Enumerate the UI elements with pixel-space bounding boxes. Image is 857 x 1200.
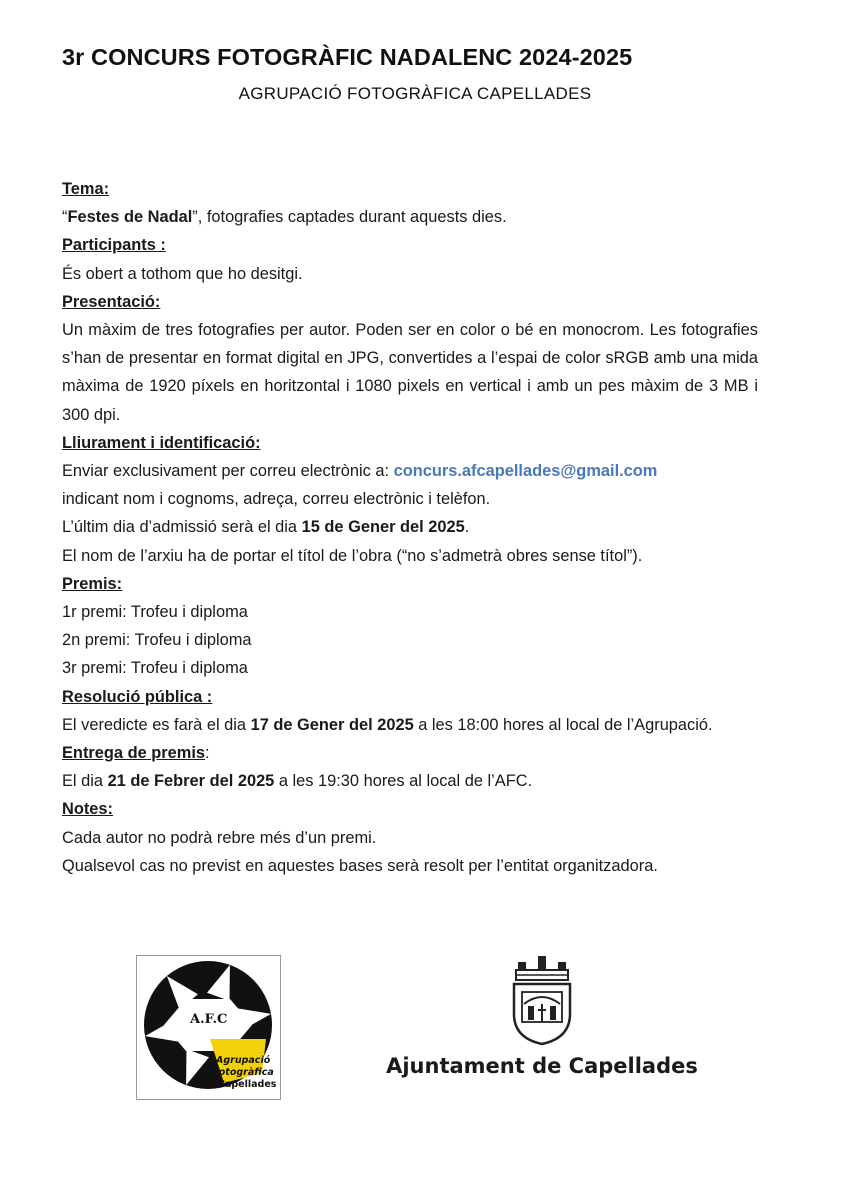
- premi-item: 2n premi: Trofeu i diploma: [62, 631, 252, 650]
- lliurament-line-2: indicant nom i cognoms, adreça, correu electrònic i telèfon.: [62, 490, 491, 509]
- lliurament-line-email: Enviar exclusivament per correu electrònic a: concurs.afcapellades@gmail.com: [62, 462, 658, 481]
- page-title: 3r CONCURS FOTOGRÀFIC NADALENC 2024-2025: [62, 44, 633, 70]
- section-heading-tema: Tema:: [62, 180, 110, 198]
- svg-text:Agrupació: Agrupació: [216, 1055, 271, 1066]
- page-subtitle: AGRUPACIÓ FOTOGRÀFICA CAPELLADES: [238, 84, 592, 103]
- tema-text: “Festes de Nadal”, fotografies captades durant aquests dies.: [62, 208, 507, 227]
- afc-aperture-icon: [136, 955, 281, 1100]
- lliurament-line-4: El nom de l’arxiu ha de portar el títol de l’obra (“no s’admetrà obres sense títol”).: [62, 546, 643, 565]
- svg-text:Fotogràfica: Fotogràfica: [213, 1067, 274, 1078]
- premi-item: 1r premi: Trofeu i diploma: [62, 603, 248, 622]
- section-heading-lliurament: Lliurament i identificació:: [62, 433, 261, 452]
- section-heading-resolucio: Resolució pública :: [62, 687, 213, 706]
- rules-body: [62, 175, 758, 880]
- ajuntament-name: Ajuntament de Capellades: [386, 1054, 698, 1078]
- premi-item: 3r premi: Trofeu i diploma: [62, 659, 248, 678]
- section-heading-entrega: Entrega de premis:: [62, 744, 210, 763]
- lliurament-line-deadline: L’últim dia d’admissió serà el dia 15 de Gener del 2025.: [62, 518, 470, 537]
- participants-text: És obert a tothom que ho desitgi.: [62, 264, 303, 283]
- ajuntament-logo: [362, 950, 722, 1090]
- section-heading-notes: Notes:: [62, 800, 113, 819]
- section-heading-premis: Premis:: [62, 574, 123, 593]
- section-heading-presentacio: Presentació:: [62, 292, 161, 311]
- svg-text:Capellades: Capellades: [218, 1079, 277, 1090]
- presentacio-text: Un màxim de tres fotografies per autor. Poden ser en color o bé en monocrom. Les fotografies s’han de presentar en format digital en JPG, convertides a l’espai de color sRGB amb una mida màxima de 1920 píxels en horitzontal i 1080 pixels en vertical i amb un pes màxim de 3 MB i 300 dpi.: [62, 321, 758, 424]
- notes-line: Qualsevol cas no previst en aquestes bases serà resolt per l’entitat organitzadora.: [62, 856, 658, 875]
- section-heading-participants: Participants :: [62, 236, 166, 255]
- email-link[interactable]: concurs.afcapellades@gmail.com: [393, 462, 658, 481]
- resolucio-text: El veredicte es farà el dia 17 de Gener del 2025 a les 18:00 hores al local de l’Agrupació.: [62, 715, 713, 734]
- afc-logo: [136, 955, 281, 1100]
- notes-line: Cada autor no podrà rebre més d’un premi.: [62, 828, 377, 847]
- coat-of-arms-icon: [494, 950, 590, 1048]
- svg-text:A.F.C: A.F.C: [190, 1012, 228, 1027]
- entrega-text: El dia 21 de Febrer del 2025 a les 19:30 hores al local de l’AFC.: [62, 772, 533, 791]
